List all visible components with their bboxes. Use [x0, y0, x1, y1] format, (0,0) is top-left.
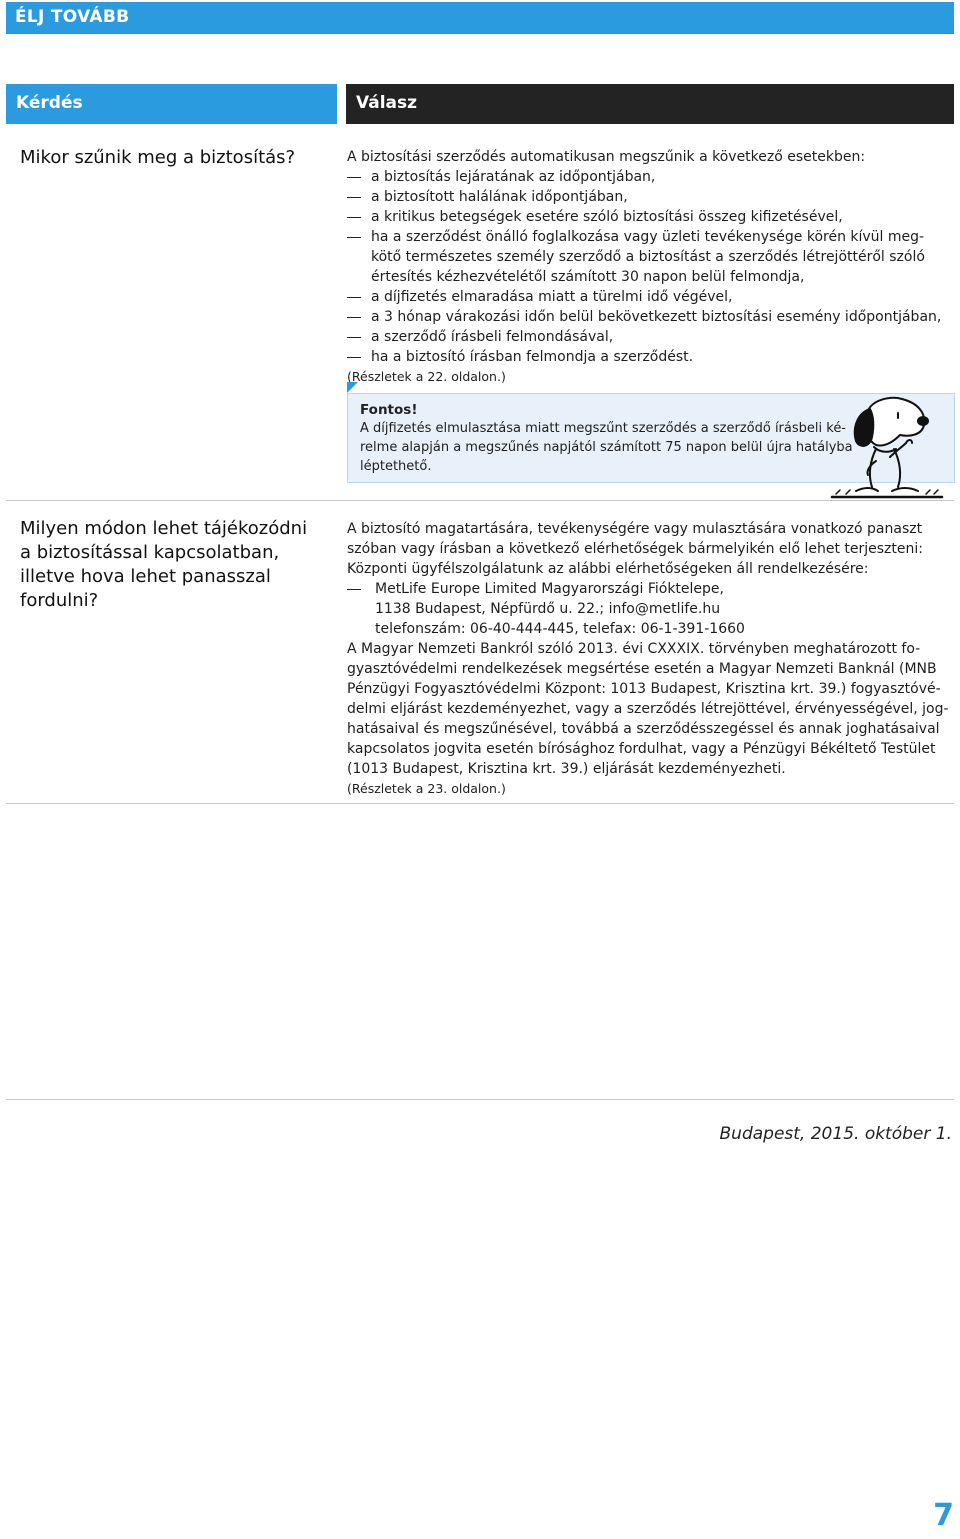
answer-1-intro: A biztosítási szerződés automatikusan megszűnik a következő esetekben:	[347, 149, 866, 165]
question-2: Milyen módon lehet tájékozódni a biztosítással kapcsolatban, illetve hova lehet panasszal fordulni?	[20, 518, 308, 611]
answer-1-reference: (Részletek a 22. oldalon.)	[347, 369, 506, 384]
contact-list-item: MetLife Europe Limited Magyarországi Fióktelepe,	[347, 579, 947, 599]
document-date: Budapest, 2015. október 1.	[719, 1124, 952, 1144]
footer-divider	[6, 1099, 954, 1100]
answer-header-label: Válasz	[356, 93, 418, 113]
list-item: a biztosítás lejáratának az időpontjában,	[347, 167, 947, 187]
list-item: ha a biztosító írásban felmondja a szerződést.	[347, 347, 947, 367]
question-1: Mikor szűnik meg a biztosítás?	[20, 147, 296, 168]
answer-2: A biztosító magatartására, tevékenységére vagy mulasztására vonatkozó panaszt szóban vagy írásban a következő elérhetőségek bármelyikén elő lehet terjeszteni: Központi ügyfélszolgálatunk az alábbi elérhetőségeken áll rendelkezésére: MetLife Europe Limited Magyarországi Fióktelepe, 1138 Budapest, Népfürdő u. 22.; info@metlife.hu telefonszám: 06-40-444-445, telefax: 06-1-391-1660 A Magyar Nemzeti Bankról szóló 2013. évi CXXXIX. törvényben meghatározott fo- gyasztóvédelmi rendelkezések megsértése esetén a Magyar Nemzeti Banknál (MNB Pénzügyi Fogyasztóvédelmi Központ: 1013 Budapest, Krisztina krt. 39.) fogyasztóvé- delmi eljárást kezdeményezhet, vagy a szerződés létrejöttével, érvényességével, jog- hatásaival és megszűnésével, továbbá a szerződésszegéssel és annak joghatásaival kapcsolatos jogvita esetén bírósághoz fordulhat, vagy a Pénzügyi Békéltető Testület (1013 Budapest, Krisztina krt. 39.) eljárását kezdeményezheti. (Részletek a 23. oldalon.)	[347, 519, 947, 799]
contact-phone: telefonszám: 06-40-444-445, telefax: 06-1-391-1660	[375, 621, 745, 637]
list-item: a szerződő írásbeli felmondásával,	[347, 327, 947, 347]
notice-body: A díjfizetés elmulasztása miatt megszűnt szerződés a szerződő írásbeli ké- relme alapján a megszűnés napjától számított 75 napon belül újra hatályba léptethető.	[360, 421, 853, 474]
snoopy-illustration	[826, 391, 946, 503]
document-banner	[6, 2, 954, 34]
list-item: a díjfizetés elmaradása miatt a türelmi idő végével,	[347, 287, 947, 307]
question-header-label: Kérdés	[16, 93, 83, 113]
list-item: ha a szerződést önálló foglalkozása vagy üzleti tevékenysége körén kívül meg- kötő természetes személy szerződő a biztosítást a szerződés létrejöttéről szóló értesítés kézhezvételétől számított 30 napon belül felmondja,	[347, 227, 947, 287]
contact-address: 1138 Budapest, Népfürdő u. 22.; info@metlife.hu	[375, 601, 721, 617]
important-notice-box	[347, 393, 955, 483]
notice-corner-marker	[347, 382, 358, 393]
notice-title: Fontos!	[360, 402, 418, 418]
answer-column-header	[346, 84, 954, 124]
page-number: 7	[933, 1498, 954, 1533]
answer-1	[347, 147, 947, 387]
list-item: a kritikus betegségek esetére szóló biztosítási összeg kifizetésével,	[347, 207, 947, 227]
list-item: a 3 hónap várakozási időn belül bekövetkezett biztosítási esemény időpontjában,	[347, 307, 947, 327]
section-divider	[6, 500, 954, 501]
answer-2-reference: (Részletek a 23. oldalon.)	[347, 781, 506, 796]
section-divider	[6, 803, 954, 804]
question-column-header	[6, 84, 337, 124]
banner-title: ÉLJ TOVÁBB	[15, 7, 130, 27]
list-item: a biztosított halálának időpontjában,	[347, 187, 947, 207]
